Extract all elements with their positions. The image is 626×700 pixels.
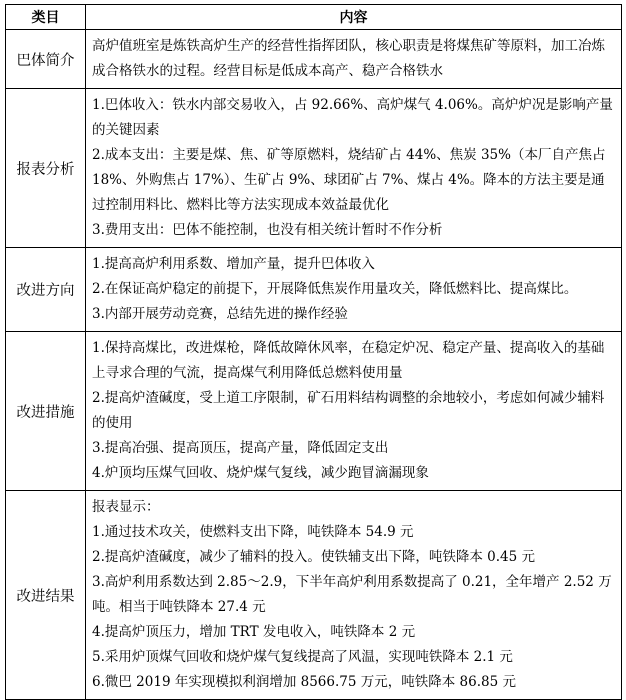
- row-content: [86, 491, 622, 700]
- content-line: 2.提高炉渣碱度，受上道工序限制，矿石用料结构调整的余地较小，考虑如何减少辅料的使用: [92, 390, 605, 431]
- content-line: 1.通过技术攻关，使燃料支出下降，吨铁降本 54.9 元: [92, 524, 414, 540]
- header-content: 内容: [86, 5, 622, 30]
- row-content: [86, 30, 622, 89]
- content-line: 1.保持高煤比，改进煤枪，降低故障休风率，在稳定炉况、稳定产量、提高收入的基础上寻求合理的气流，提高煤气利用降低总燃料使用量: [92, 340, 605, 381]
- content-line: 2.成本支出：主要是煤、焦、矿等原燃料，烧结矿占 44%、焦炭 35%（本厂自产焦占 18%、外购焦占 17%）、生矿占 9%、球团矿占 7%、煤占 4%。降本的方法主要是通过控制用料比、燃料比等方法实现成本效益最优化: [92, 147, 606, 213]
- content-line: 2.提高炉渣碱度，减少了辅料的投入。使铁辅支出下降，吨铁降本 0.45 元: [92, 549, 536, 565]
- row-label: 巴体简介: [6, 30, 86, 89]
- content-line: 6.微巴 2019 年实现模拟利润增加 8566.75 万元，吨铁降本 86.85 元: [92, 674, 516, 690]
- table-row: [6, 89, 622, 248]
- row-label: 改进措施: [6, 332, 86, 491]
- row-content: [86, 89, 622, 248]
- content-line: 3.内部开展劳动竞赛，总结先进的操作经验: [92, 306, 348, 322]
- content-line: 3.提高冶强、提高顶压，提高产量，降低固定支出: [92, 440, 389, 456]
- content-line: 1.提高高炉利用系数、增加产量，提升巴体收入: [92, 256, 375, 272]
- header-row: [6, 5, 622, 30]
- row-label: 改进方向: [6, 248, 86, 332]
- header-category: 类目: [6, 5, 86, 30]
- content-line: 报表显示：: [92, 499, 160, 515]
- row-content: [86, 332, 622, 491]
- content-line: 1.巴体收入：铁水内部交易收入，占 92.66%、高炉煤气 4.06%。高炉炉况是影响产量的关键因素: [92, 97, 613, 138]
- table-row: [6, 332, 622, 491]
- table-row: [6, 248, 622, 332]
- row-label: 报表分析: [6, 89, 86, 248]
- content-line: 3.费用支出：巴体不能控制，也没有相关统计暂时不作分析: [92, 222, 443, 238]
- table-row: [6, 30, 622, 89]
- row-content: [86, 248, 622, 332]
- content-line: 4.提高炉顶压力，增加 TRT 发电收入，吨铁降本 2 元: [92, 624, 416, 640]
- content-line: 5.采用炉顶煤气回收和烧炉煤气复线提高了风温，实现吨铁降本 2.1 元: [92, 649, 513, 665]
- content-line: 2.在保证高炉稳定的前提下，开展降低焦炭作用量攻关，降低燃料比、提高煤比。: [92, 281, 578, 297]
- content-table: [5, 4, 622, 700]
- content-line: 4.炉顶均压煤气回收、烧炉煤气复线，减少跑冒滴漏现象: [92, 465, 429, 481]
- content-line: 3.高炉利用系数达到 2.85～2.9，下半年高炉利用系数提高了 0.21，全年增产 2.52 万吨。相当于吨铁降本 27.4 元: [92, 574, 612, 615]
- row-label: 改进结果: [6, 491, 86, 700]
- content-line: 高炉值班室是炼铁高炉生产的经营性指挥团队，核心职责是将煤焦矿等原料，加工冶炼成合格铁水的过程。经营目标是低成本高产、稳产合格铁水: [92, 38, 605, 79]
- table-row: [6, 491, 622, 700]
